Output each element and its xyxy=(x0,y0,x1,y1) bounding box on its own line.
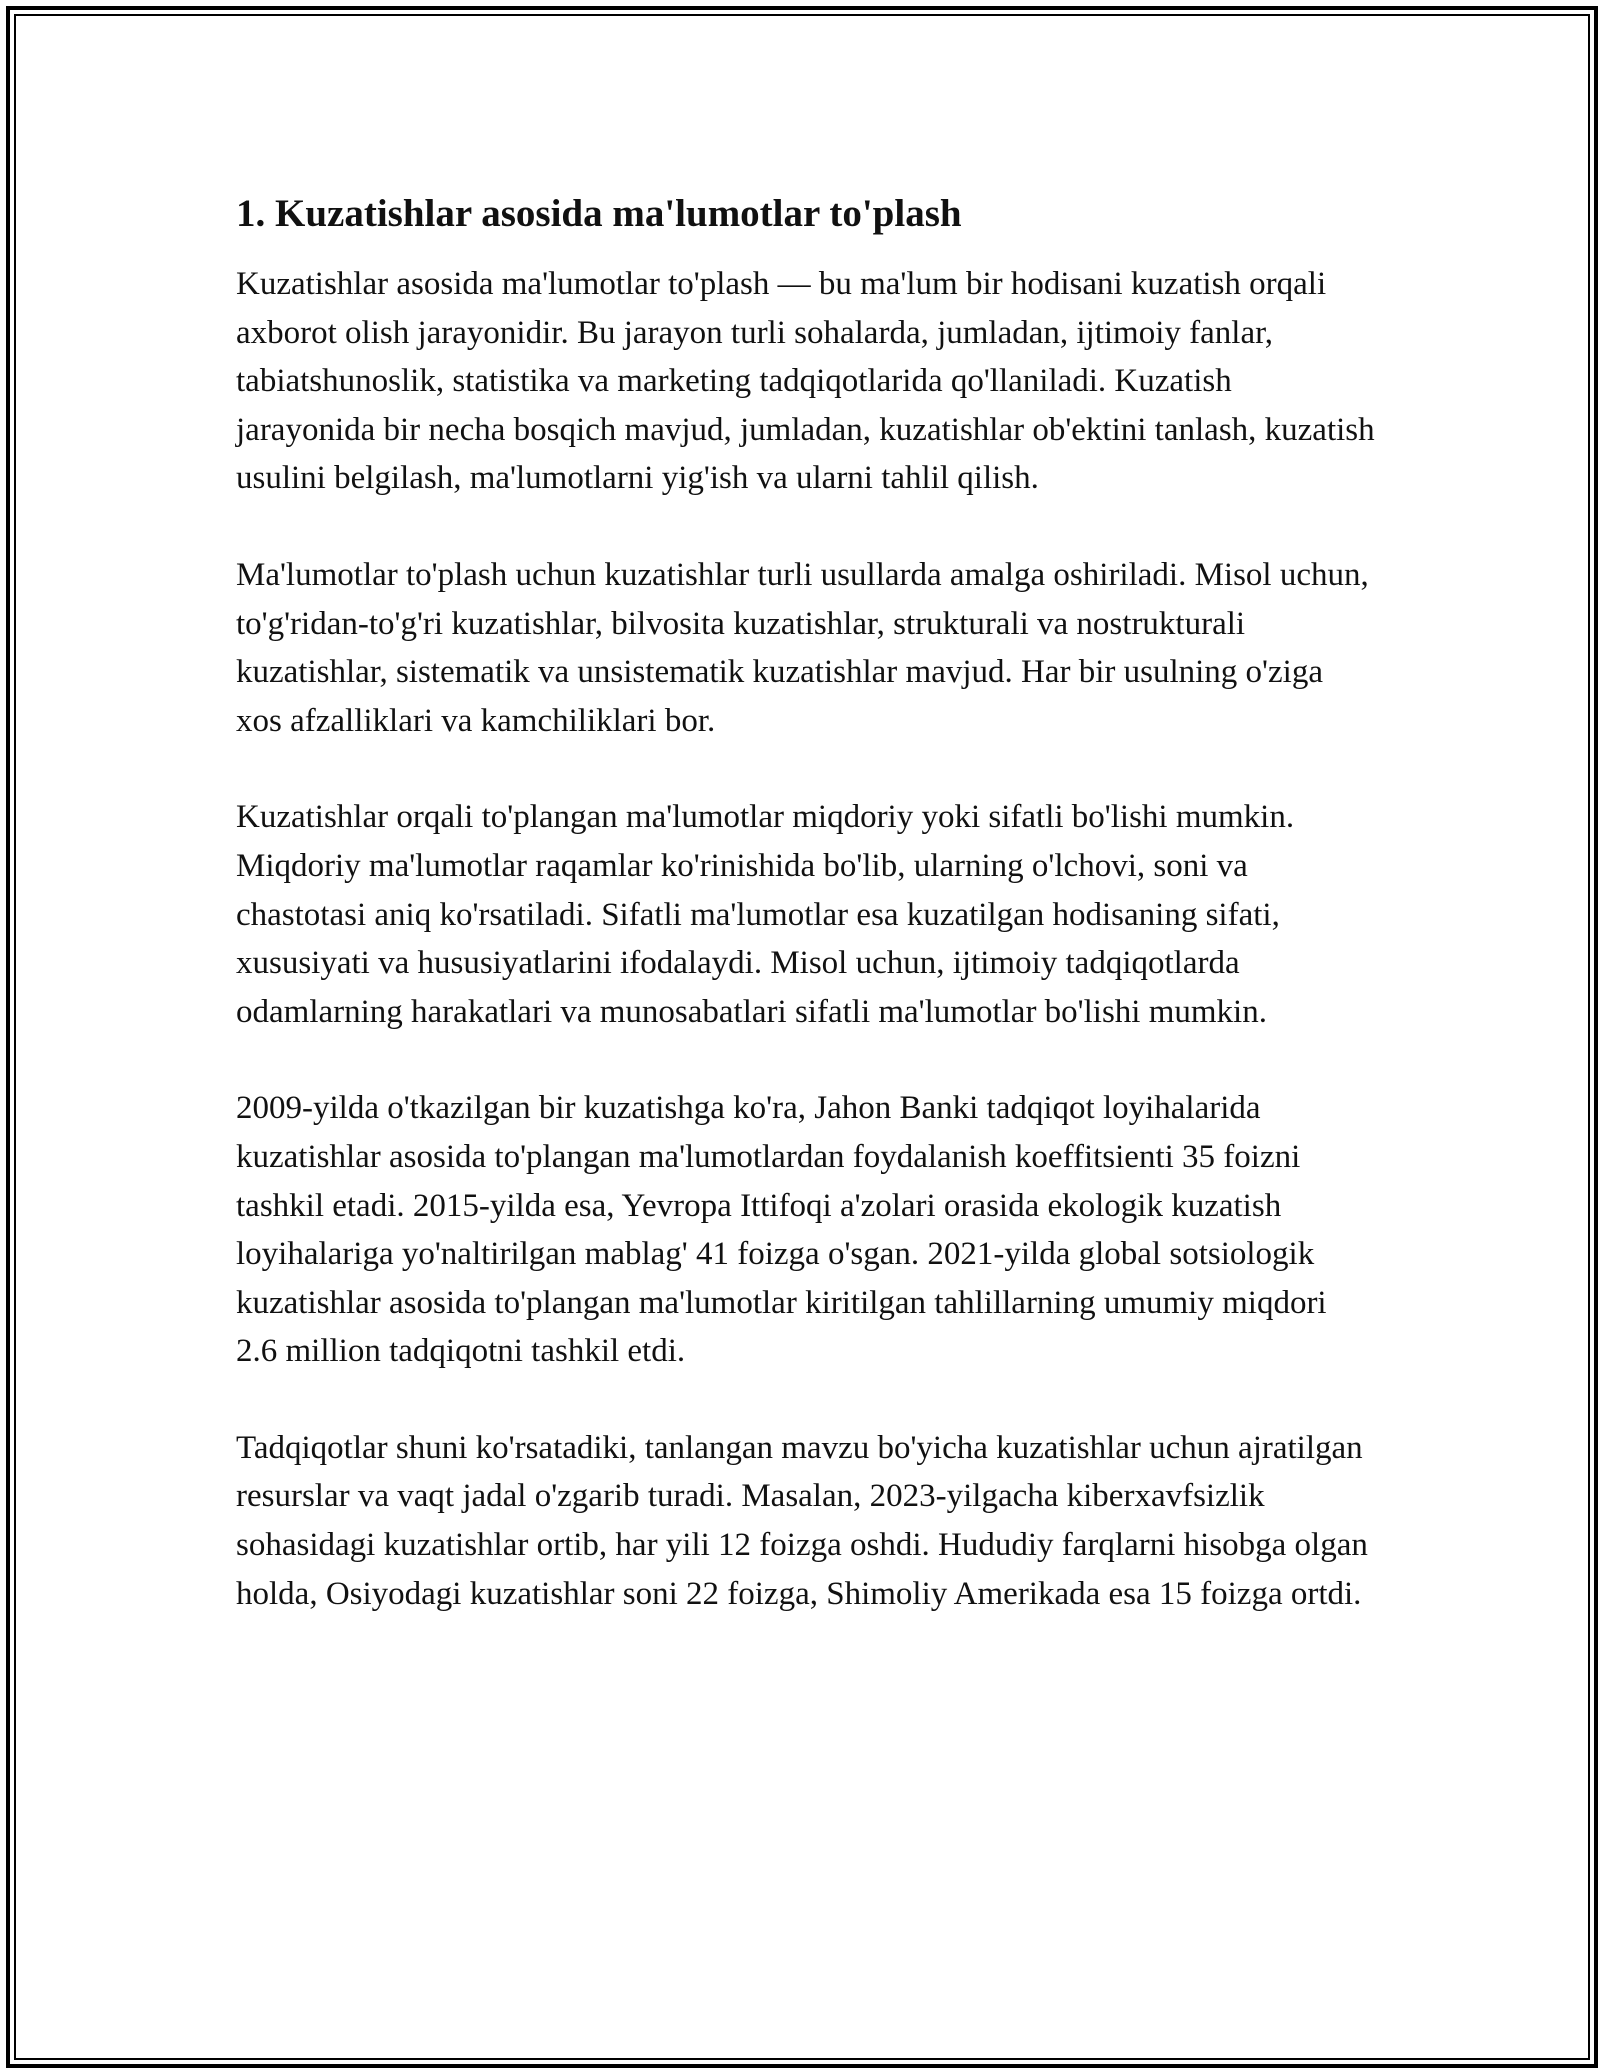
section-heading: 1. Kuzatishlar asosida ma'lumotlar to'plash xyxy=(236,192,962,235)
document-body xyxy=(236,188,1376,1666)
paragraph-statistics: 2009-yilda o'tkazilgan bir kuzatishga ko'ra, Jahon Banki tadqiqot loyihalarida kuzatishlar asosida to'plangan ma'lumotlardan foydalanish koeffitsienti 35 foizni tashkil etadi. 2015-yilda esa, Yevropa Ittifoqi a'zolari orasida ekologik kuzatish loyihalariga yo'naltirilgan mablag' 41 foizga o'sgan. 2021-yilda global sotsiologik kuzatishlar asosida to'plangan ma'lumotlar kiritilgan tahlillarning umumiy miqdori 2.6 million tadqiqotni tashkil etdi. xyxy=(236,1090,1327,1370)
paragraph-data-types: Kuzatishlar orqali to'plangan ma'lumotlar miqdoriy yoki sifatli bo'lishi mumkin. Miqdoriy ma'lumotlar raqamlar ko'rinishida bo'lib, ularning o'lchovi, soni va chastotasi aniq ko'rsatiladi. Sifatli ma'lumotlar esa kuzatilgan hodisaning sifati, xususiyati va hususiyatlarini ifodalaydi. Misol uchun, ijtimoiy tadqiqotlarda odamlarning harakatlari va munosabatlari sifatli ma'lumotlar bo'lishi mumkin. xyxy=(236,799,1295,1030)
paragraph-intro: Kuzatishlar asosida ma'lumotlar to'plash — bu ma'lum bir hodisani kuzatish orqali axborot olish jarayonidir. Bu jarayon turli sohalarda, jumladan, ijtimoiy fanlar, tabiatshunoslik, statistika va marketing tadqiqotlarida qo'llaniladi. Kuzatish jarayonida bir necha bosqich mavjud, jumladan, kuzatishlar ob'ektini tanlash, kuzatish usulini belgilash, ma'lumotlarni yig'ish va ularni tahlil qilish. xyxy=(236,266,1375,497)
paragraph-trends: Tadqiqotlar shuni ko'rsatadiki, tanlangan mavzu bo'yicha kuzatishlar uchun ajratilgan resurslar va vaqt jadal o'zgarib turadi. Masalan, 2023-yilgacha kiberxavfsizlik sohasidagi kuzatishlar ortib, har yili 12 foizga oshdi. Hududiy farqlarni hisobga olgan holda, Osiyodagi kuzatishlar soni 22 foizga, Shimoliy Amerikada esa 15 foizga ortdi. xyxy=(236,1429,1368,1612)
paragraph-methods: Ma'lumotlar to'plash uchun kuzatishlar turli usullarda amalga oshiriladi. Misol uchun, to'g'ridan-to'g'ri kuzatishlar, bilvosita kuzatishlar, strukturali va nostrukturali kuzatishlar, sistematik va unsistematik kuzatishlar mavjud. Har bir usulning o'ziga xos afzalliklari va kamchiliklari bor. xyxy=(236,556,1369,739)
